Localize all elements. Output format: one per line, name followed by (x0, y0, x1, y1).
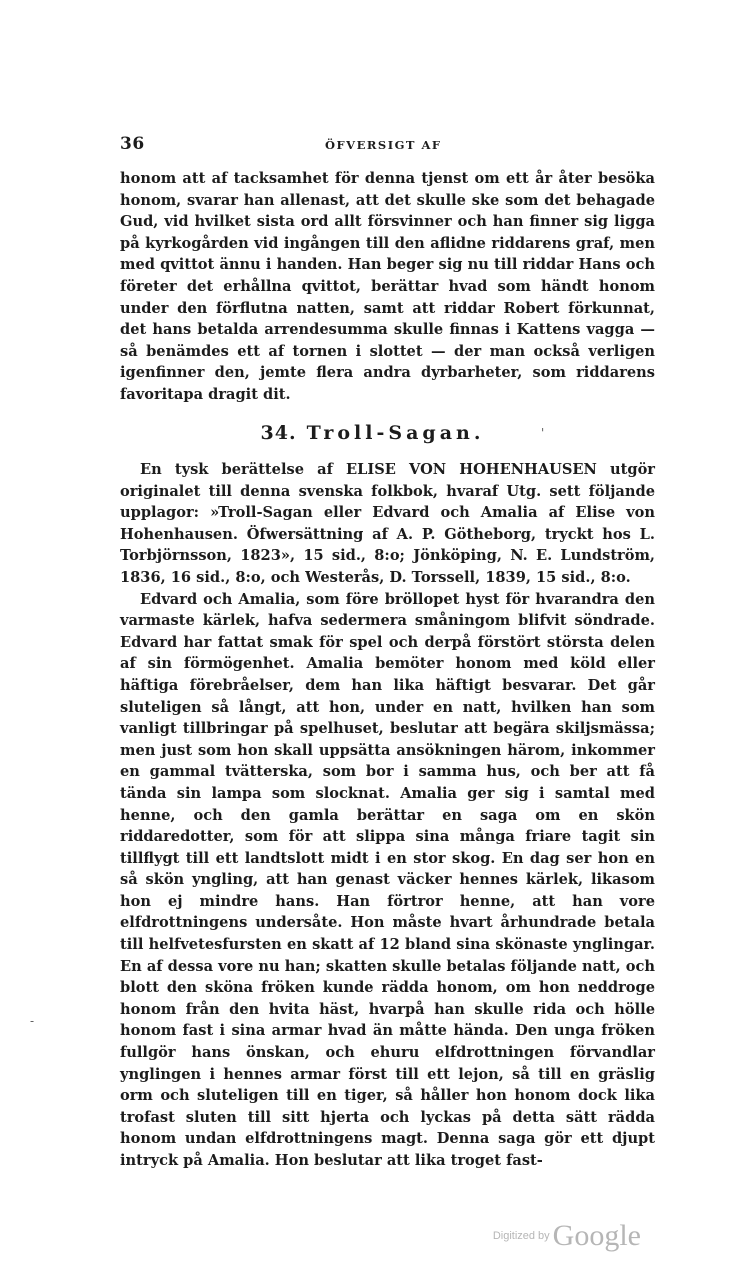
page-number: 36 (120, 134, 145, 154)
digitized-watermark (493, 1219, 641, 1253)
section-body (120, 459, 655, 1172)
paragraph-2: En tysk berättelse af ELISE VON HOHENHAUSEN utgör originalet till denna svenska folkbok, hvaraf Utg. sett följande upplagor: »Troll-Sagan eller Edvard och Amalia af Elise von Hohenhausen. Öfwersättning af A. P. Götheborg, tryckt hos L. Torbjörnsson, 1823», 15 sid., 8:o; Jönköping, N. E. Lundström, 1836, 16 sid., 8:o, och Westerås, D. Torssell, 1839, 15 sid., 8:o. (120, 461, 655, 586)
section-title: Troll-Sagan. (306, 422, 485, 444)
paragraph-1: honom att af tacksamhet för denna tjenst om ett år åter besöka honom, svarar han allenast, att det skulle ske som det behagade Gud, vid hvilket sista ord allt försvinner och han finner sig ligga på kyrkogården vid ingången till den aflidne riddarens graf, men med qvittot ännu i handen. Han beger sig nu till riddar Hans och företer det erhållna qvittot, berättar hvad som händt honom under den förflutna natten, samt att riddar Robert förkunnat, det hans betalda arrendesumma skulle finnas i Kattens vagga — så benämdes ett af tornen i slottet — der man också verligen igenfinner den, jemte flera andra dyrbarheter, som riddarens favoritapa dragit dit. (120, 170, 655, 403)
section-heading (0, 422, 745, 444)
stray-mark: ' (541, 426, 545, 440)
running-head (120, 134, 655, 154)
opening-paragraph (120, 168, 655, 406)
digitized-prefix: Digitized by (492, 1230, 550, 1242)
stray-mark: - (30, 1014, 35, 1028)
paragraph-3: Edvard och Amalia, som före bröllopet hyst för hvarandra den varmaste kärlek, hafva sedermera småningom blifvit söndrade. Edvard har fattat smak för spel och derpå förstört största delen af sin förmögenhet. Amalia bemöter honom med köld eller häftiga förebråelser, dem han lika häftigt besvarar. Det går sluteligen så långt, att hon, under en natt, hvilken han som vanligt tillbringar på spelhuset, beslutar att begära skiljsmässa; men just som hon skall uppsätta ansökningen härom, inkommer en gammal tvätterska, som bor i samma hus, och ber att få tända sin lampa som slocknat. Amalia ger sig i samtal med henne, och den gamla berättar en saga om en skön riddaredotter, som för att slippa sina många friare tagit sin tillflygt till ett landtslott midt i en stor skog. En dag ser hon en så skön yngling, att han genast väcker hennes kärlek, likasom hon ej mindre hans. Han förtror henne, att han vore elfdrottningens undersåte. Hon måste hvart århundrade betala till helfvetesfursten en skatt af 12 bland sina skönaste ynglingar. En af dessa vore nu han; skatten skulle betalas följande natt, och blott den sköna fröken kunde rädda honom, om hon neddroge honom från den hvita häst, hvarpå han skulle rida och hölle honom fast i sina armar hvad än måtte hända. Den unga fröken fullgör hans önskan, och ehuru elfdrottningen förvandlar ynglingen i hennes armar först till ett lejon, så till en gräslig orm och sluteligen till en tiger, så håller hon honom dock lika trofast sluten till sitt hjerta och lyckas på detta sätt rädda honom undan elfdrottningens magt. Denna saga gör ett djupt intryck på Amalia. Hon beslutar att lika troget fast- (120, 590, 655, 1169)
running-title: ÖFVERSIGT AF (325, 138, 442, 152)
google-logo: Google (552, 1219, 641, 1252)
section-number: 34. (260, 422, 297, 444)
